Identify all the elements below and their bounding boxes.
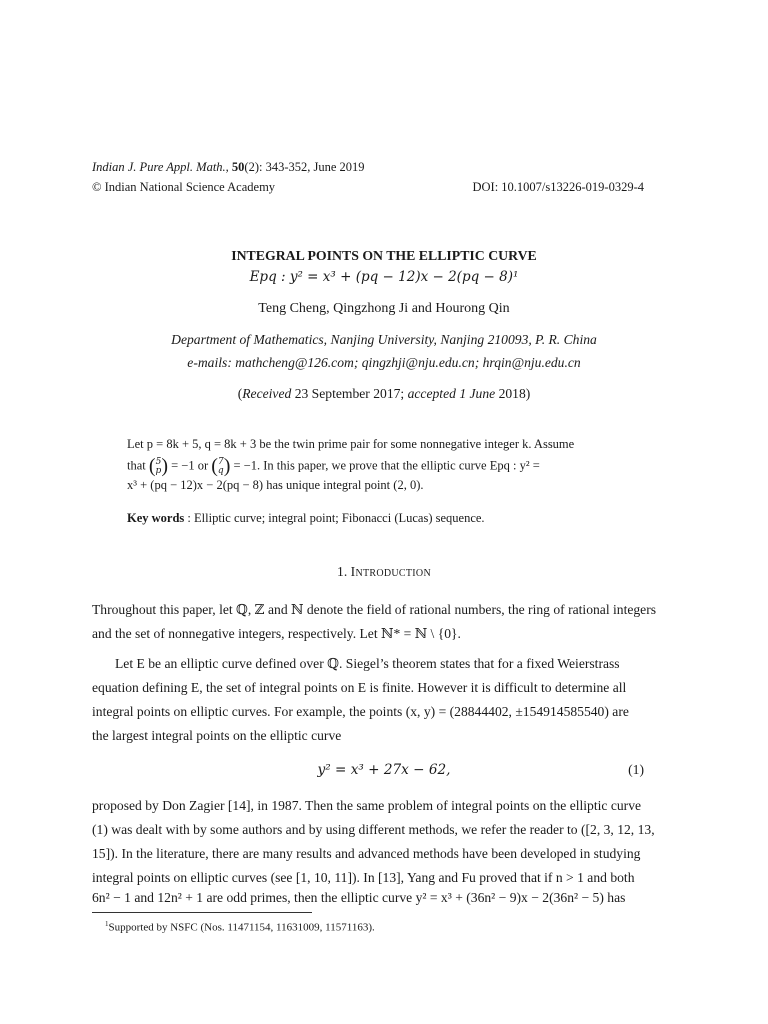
- paragraph-2-line-1: Let E be an elliptic curve defined over ℚ. Siegel’s theorem states that for a fixed Weierstrass: [115, 656, 620, 671]
- equation-1: y² = x³ + 27x − 62,: [317, 762, 451, 778]
- abstract-line-2-rest: = −1. In this paper, we prove that the elliptic curve Epq : y² =: [233, 458, 540, 473]
- paragraph-3-line-5: 6n² − 1 and 12n² + 1 are odd primes, then the elliptic curve y² = x³ + (36n² − 9)x − 2(36n² − 5) has: [92, 890, 626, 905]
- copyright-icon: ©: [92, 180, 102, 194]
- abstract-line-2: that ( 5 p ) = −1 or ( 7 q ) = −1. In this paper, we prove that the elliptic curve Epq : y² =: [127, 455, 540, 477]
- paragraph-2-line-3: integral points on elliptic curves. For example, the points (x, y) = (28844402, ±154914585540) are: [92, 704, 629, 719]
- accepted-label: accepted: [407, 386, 456, 401]
- frac2-den: q: [217, 465, 224, 476]
- footnote-rule: [92, 912, 312, 913]
- accepted-year: 2018): [498, 386, 531, 401]
- affiliation: [0, 332, 768, 348]
- section-number: 1.: [337, 564, 348, 579]
- postal-address: 210093, P. R. China: [487, 332, 597, 347]
- received-date: 23 September: [294, 386, 370, 401]
- paragraph-3-line-3: 15]). In the literature, there are many results and advanced methods have been developed in studying: [92, 846, 641, 861]
- department: Department of Mathematics, Nanjing University, Nanjing: [171, 332, 485, 347]
- received-open: (: [237, 386, 243, 401]
- equation-1-label: (1): [628, 762, 644, 777]
- paragraph-1-line-1: Throughout this paper, let ℚ, ℤ and ℕ denote the field of rational numbers, the ring of rational integers: [92, 602, 657, 617]
- emails: e-mails: mathcheng@126.com; qingzhji@nju.edu.cn; hrqin@nju.edu.cn: [187, 355, 581, 370]
- frac1-den: p: [155, 465, 162, 476]
- paragraph-2-line-2: equation defining E, the set of integral points on E is finite. However it is difficult to determine all: [92, 680, 627, 695]
- received-line: [0, 386, 768, 402]
- abstract-that: that: [127, 458, 146, 473]
- received-label: Received: [242, 386, 292, 401]
- journal-name: Indian J. Pure Appl. Math.,: [92, 160, 229, 174]
- publisher: Indian National Science Academy: [104, 180, 276, 194]
- section-title: Introduction: [350, 564, 431, 579]
- keywords: [127, 511, 485, 526]
- journal-issue-pages: (2): 343-352, June 2019: [244, 160, 365, 174]
- frac1-num: 5: [155, 456, 162, 467]
- doi: DOI: 10.1007/s13226-019-0329-4: [472, 180, 644, 194]
- frac2-num: 7: [217, 456, 224, 467]
- footnote-text: Supported by NSFC (Nos. 11471154, 11631009, 11571163).: [108, 921, 375, 934]
- accepted-date: 1 June: [459, 386, 496, 401]
- keywords-label: Key words: [127, 511, 185, 525]
- paragraph-3-line-4: integral points on elliptic curves (see [1, 10, 11]). In [13], Yang and Fu proved that if n > 1 and both: [92, 870, 635, 885]
- paragraph-3-line-1: proposed by Don Zagier [14], in 1987. Then the same problem of integral points on the elliptic curve: [92, 798, 642, 813]
- section-heading: [0, 564, 768, 580]
- keywords-text: : Elliptic curve; integral point; Fibonacci (Lucas) sequence.: [187, 511, 485, 525]
- journal-volume: 50: [231, 160, 245, 174]
- paragraph-1-line-2: and the set of nonnegative integers, respectively. Let ℕ* = ℕ \ {0}.: [92, 626, 461, 641]
- footnote: [105, 920, 375, 934]
- journal-citation: [92, 160, 365, 175]
- paper-title: INTEGRAL POINTS ON THE ELLIPTIC CURVE: [231, 248, 537, 263]
- received-year: 2017;: [373, 386, 405, 401]
- abstract-line-3: x³ + (pq − 12)x − 2(pq − 8) has unique integral point (2, 0).: [127, 478, 424, 492]
- copyright-line: [92, 180, 275, 195]
- abstract-line-1: Let p = 8k + 5, q = 8k + 3 be the twin prime pair for some nonnegative integer k. Assume: [127, 437, 575, 451]
- authors: Teng Cheng, Qingzhong Ji and Hourong Qin: [258, 301, 510, 316]
- title-equation: Epq : y² = x³ + (pq − 12)x − 2(pq − 8)¹: [249, 269, 519, 285]
- footnote-mark: 1: [105, 920, 109, 928]
- paragraph-3-line-2: (1) was dealt with by some authors and by using different methods, we refer the reader to ([2, 3, 12, 13,: [92, 822, 655, 837]
- abstract-or: = −1 or: [171, 458, 209, 473]
- paragraph-2-line-4: the largest integral points on the elliptic curve: [92, 728, 342, 743]
